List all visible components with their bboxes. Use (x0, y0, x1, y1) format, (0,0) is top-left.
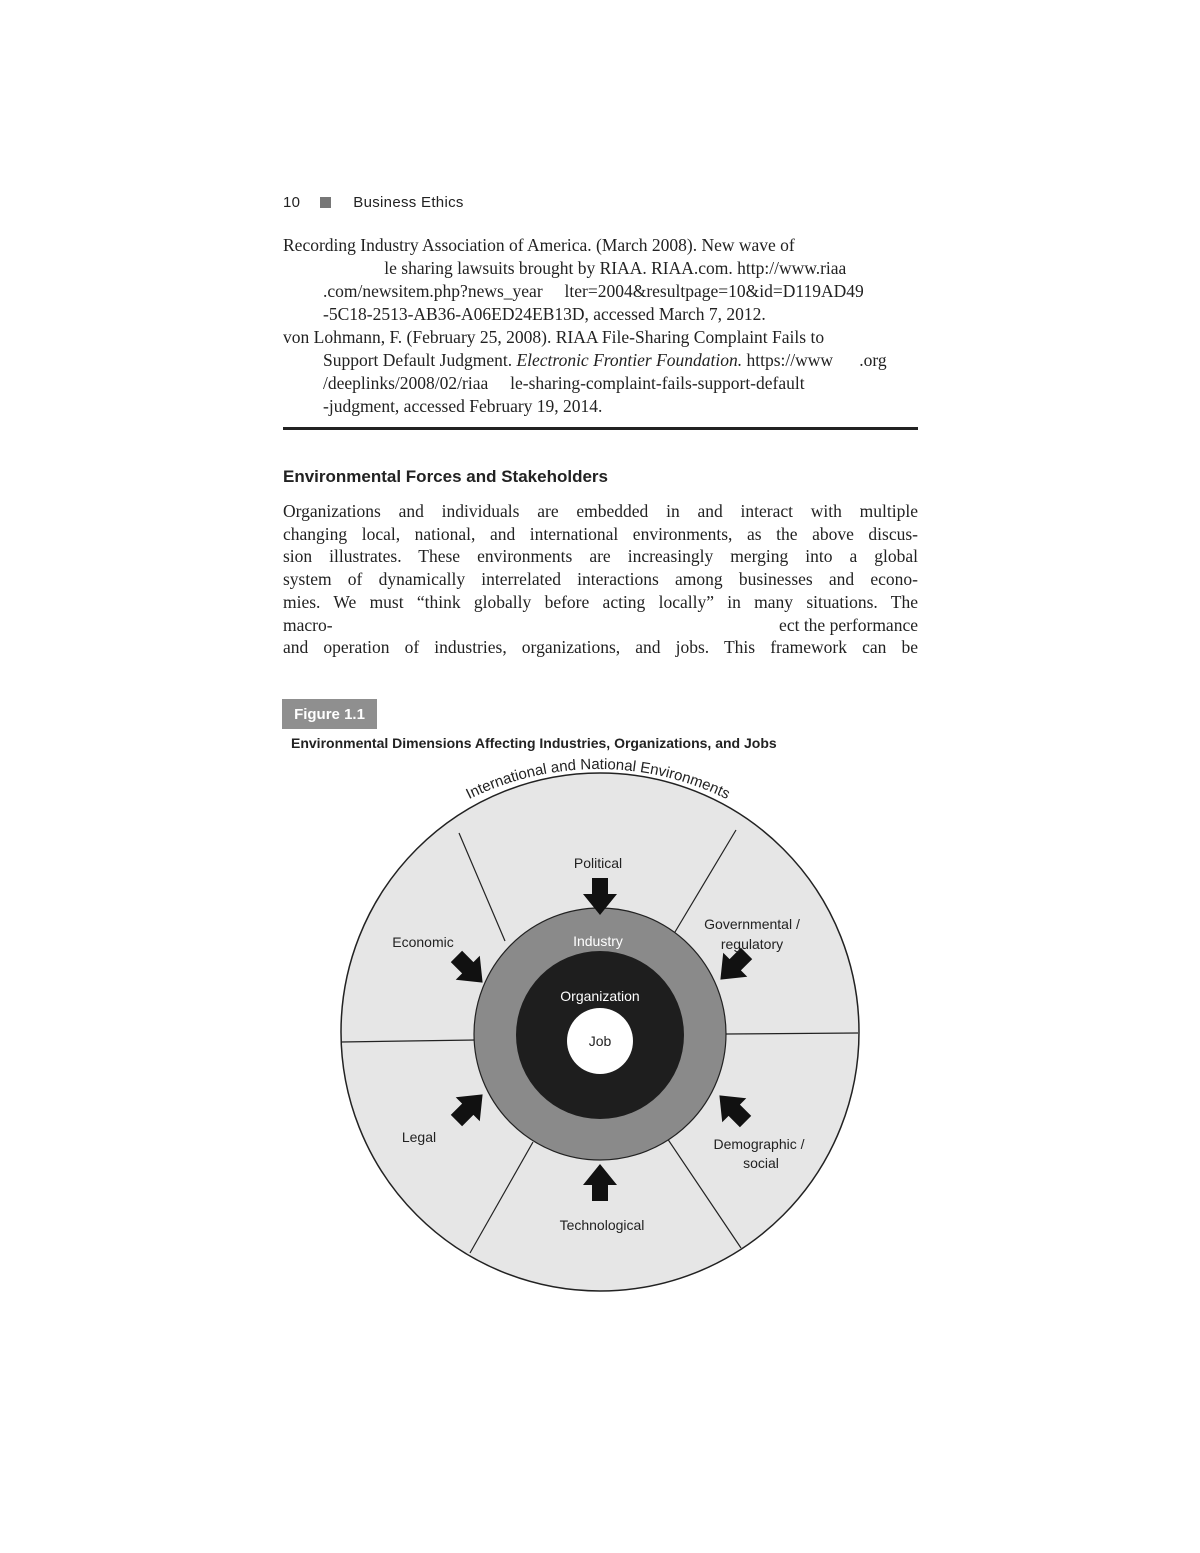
sector-label-social: social (743, 1155, 779, 1171)
reference-line: -judgment, accessed February 19, 2014. (323, 396, 603, 416)
figure-badge: Figure 1.1 (282, 699, 377, 729)
ring-label-industry: Industry (573, 933, 623, 949)
paragraph-line: mies. We must “think globally before acting locally” in many situations. The (283, 591, 918, 612)
ring-label-organization: Organization (560, 988, 640, 1004)
sector-label-governmental: Governmental / (704, 916, 800, 932)
section-heading: Environmental Forces and Stakeholders (283, 467, 608, 486)
reference-text: Support Default Judgment. (323, 350, 517, 370)
sector-label-economic: Economic (392, 934, 454, 950)
paragraph-line: sion illustrates. These environments are increasingly merging into a global (283, 546, 918, 567)
reference-line: -5C18-2513-AB36-A06ED24EB13D, accessed March 7, 2012. (323, 304, 766, 324)
reference-line: /deeplinks/2008/02/riaa le-sharing-complaint-fails-support-default (323, 373, 805, 393)
figure-caption: Environmental Dimensions Affecting Industries, Organizations, and Jobs (291, 735, 777, 751)
paragraph-line: Organizations and individuals are embedded in and interact with multiple (283, 501, 918, 521)
sector-label-technological: Technological (559, 1217, 645, 1233)
reference-line: .com/newsitem.php?news_year lter=2004&resultpage=10&id=D119AD49 (323, 281, 864, 301)
reference-line: le sharing lawsuits brought by RIAA. RIAA.com. http://www.riaa (323, 258, 847, 278)
sector-label-demographic: Demographic / (713, 1136, 805, 1152)
page-number: 10 (283, 194, 301, 211)
paragraph-line: system of dynamically interrelated interactions among businesses and econo- (283, 569, 918, 590)
paragraph-line: and operation of industries, organizations, and jobs. This framework can be (283, 637, 918, 658)
reference-source-italic: Electronic Frontier Foundation. (516, 350, 743, 370)
ring-label-job: Job (588, 1033, 612, 1049)
reference-line: von Lohmann, F. (February 25, 2008). RIAA File-Sharing Complaint Fails to (283, 327, 825, 347)
reference-line: Recording Industry Association of America. (March 2008). New wave of (283, 235, 795, 255)
sector-label-political: Political (573, 855, 623, 871)
book-title: Business Ethics (353, 194, 464, 211)
sector-label-regulatory: regulatory (720, 936, 784, 952)
paragraph-fragment: macro- (283, 614, 333, 635)
paragraph-line: changing local, national, and international environments, as the above discus- (283, 523, 918, 544)
outer-environment-label: International and National Environments (463, 755, 733, 803)
reference-url: https://www .org (742, 350, 887, 370)
paragraph-fragment: ect the performance (779, 614, 918, 635)
sector-label-legal: Legal (401, 1129, 437, 1145)
